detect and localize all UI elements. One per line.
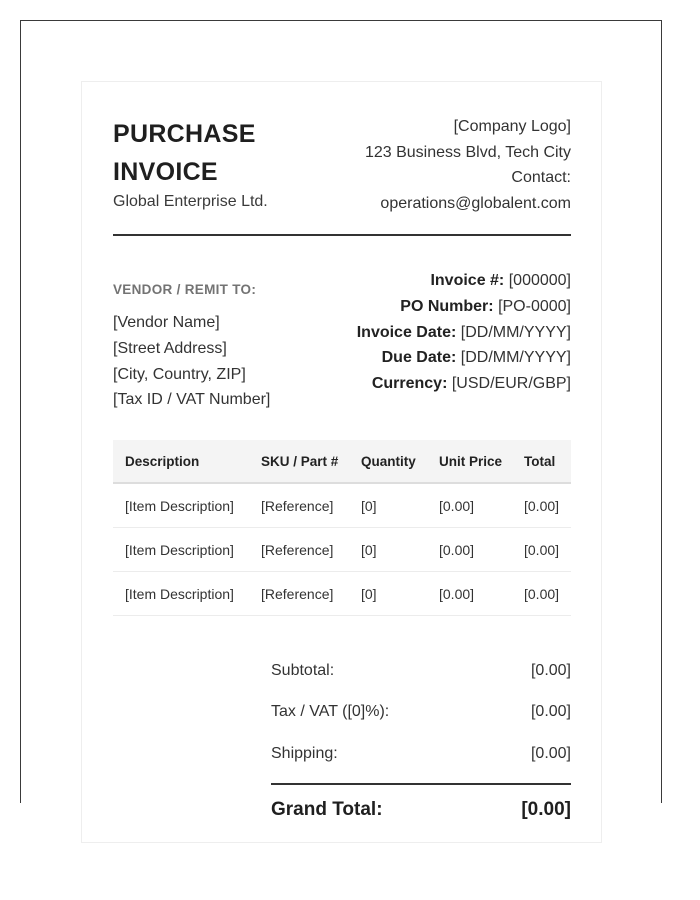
grand-total-label: Grand Total:: [271, 798, 383, 820]
cell-quantity: [0]: [349, 483, 427, 528]
cell-sku: [Reference]: [249, 528, 349, 572]
shipping-row: [271, 733, 571, 775]
meta-po-number: [357, 294, 571, 320]
vendor-street: [Street Address]: [113, 339, 227, 357]
tax-row: [271, 692, 571, 734]
meta-value: [DD/MM/YYYY]: [460, 323, 571, 341]
vendor-tax-id: [Tax ID / VAT Number]: [113, 391, 271, 409]
meta-value: [PO-0000]: [498, 297, 571, 315]
column-header-unit-price: Unit Price: [427, 440, 512, 483]
meta-invoice-date: [357, 320, 571, 346]
cell-total: [0.00]: [512, 483, 571, 528]
grand-total-row: [271, 799, 571, 821]
column-header-quantity: Quantity: [349, 440, 427, 483]
cell-unit-price: [0.00]: [427, 528, 512, 572]
company-address: 123 Business Blvd, Tech City: [364, 143, 571, 161]
meta-label: Invoice Date:: [356, 323, 457, 341]
table-row: [113, 528, 571, 572]
vendor-block: [113, 282, 270, 413]
table-row: [113, 572, 571, 616]
cell-description: [Item Description]: [113, 483, 249, 528]
invoice-content: [113, 82, 571, 820]
grand-total-value: [0.00]: [521, 798, 571, 820]
company-logo-placeholder: [Company Logo]: [453, 118, 571, 135]
meta-label: Currency:: [371, 375, 448, 393]
company-name: Global Enterprise Ltd.: [113, 193, 268, 210]
shipping-value: [0.00]: [530, 744, 571, 762]
company-contact-block: [365, 114, 571, 216]
cell-description: [Item Description]: [113, 528, 249, 572]
cell-total: [0.00]: [512, 528, 571, 572]
table-header-row: [113, 440, 571, 483]
company-email: operations@globalent.com: [380, 194, 571, 212]
cell-sku: [Reference]: [249, 483, 349, 528]
invoice-header: [113, 82, 571, 234]
meta-currency: [357, 371, 571, 397]
meta-value: [USD/EUR/GBP]: [451, 375, 571, 393]
subtotal-value: [0.00]: [530, 661, 571, 679]
meta-due-date: [357, 345, 571, 371]
tax-value: [0.00]: [530, 703, 571, 721]
column-header-total: Total: [512, 440, 571, 483]
invoice-title: PURCHASE INVOICE: [113, 120, 256, 186]
vendor-heading: VENDOR / REMIT TO:: [113, 282, 257, 297]
contact-label: Contact:: [511, 169, 571, 186]
subtotal-row: [271, 650, 571, 692]
cell-sku: [Reference]: [249, 572, 349, 616]
column-header-sku: SKU / Part #: [249, 440, 349, 483]
meta-label: Invoice #:: [430, 272, 505, 289]
meta-value: [000000]: [508, 272, 571, 289]
document-frame: [20, 20, 662, 820]
meta-label: Due Date:: [381, 349, 457, 367]
subtotal-label: Subtotal:: [271, 661, 335, 679]
column-header-description: Description: [113, 440, 249, 483]
table-row: [113, 483, 571, 528]
totals-block: [271, 650, 571, 821]
cell-unit-price: [0.00]: [427, 572, 512, 616]
totals-divider: [271, 783, 571, 785]
cell-quantity: [0]: [349, 528, 427, 572]
cell-description: [Item Description]: [113, 572, 249, 616]
vendor-city: [City, Country, ZIP]: [113, 365, 246, 383]
shipping-label: Shipping:: [271, 744, 338, 762]
meta-invoice-number: [357, 268, 571, 294]
vendor-name: [Vendor Name]: [113, 314, 220, 331]
cell-total: [0.00]: [512, 572, 571, 616]
cell-unit-price: [0.00]: [427, 483, 512, 528]
tax-label: Tax / VAT ([0]%):: [271, 703, 390, 721]
line-items-table: [113, 440, 571, 616]
invoice-card: [81, 81, 602, 843]
meta-value: [DD/MM/YYYY]: [460, 349, 571, 367]
invoice-meta: [357, 268, 571, 397]
meta-label: PO Number:: [400, 297, 494, 315]
header-divider: [113, 234, 571, 236]
cell-quantity: [0]: [349, 572, 427, 616]
